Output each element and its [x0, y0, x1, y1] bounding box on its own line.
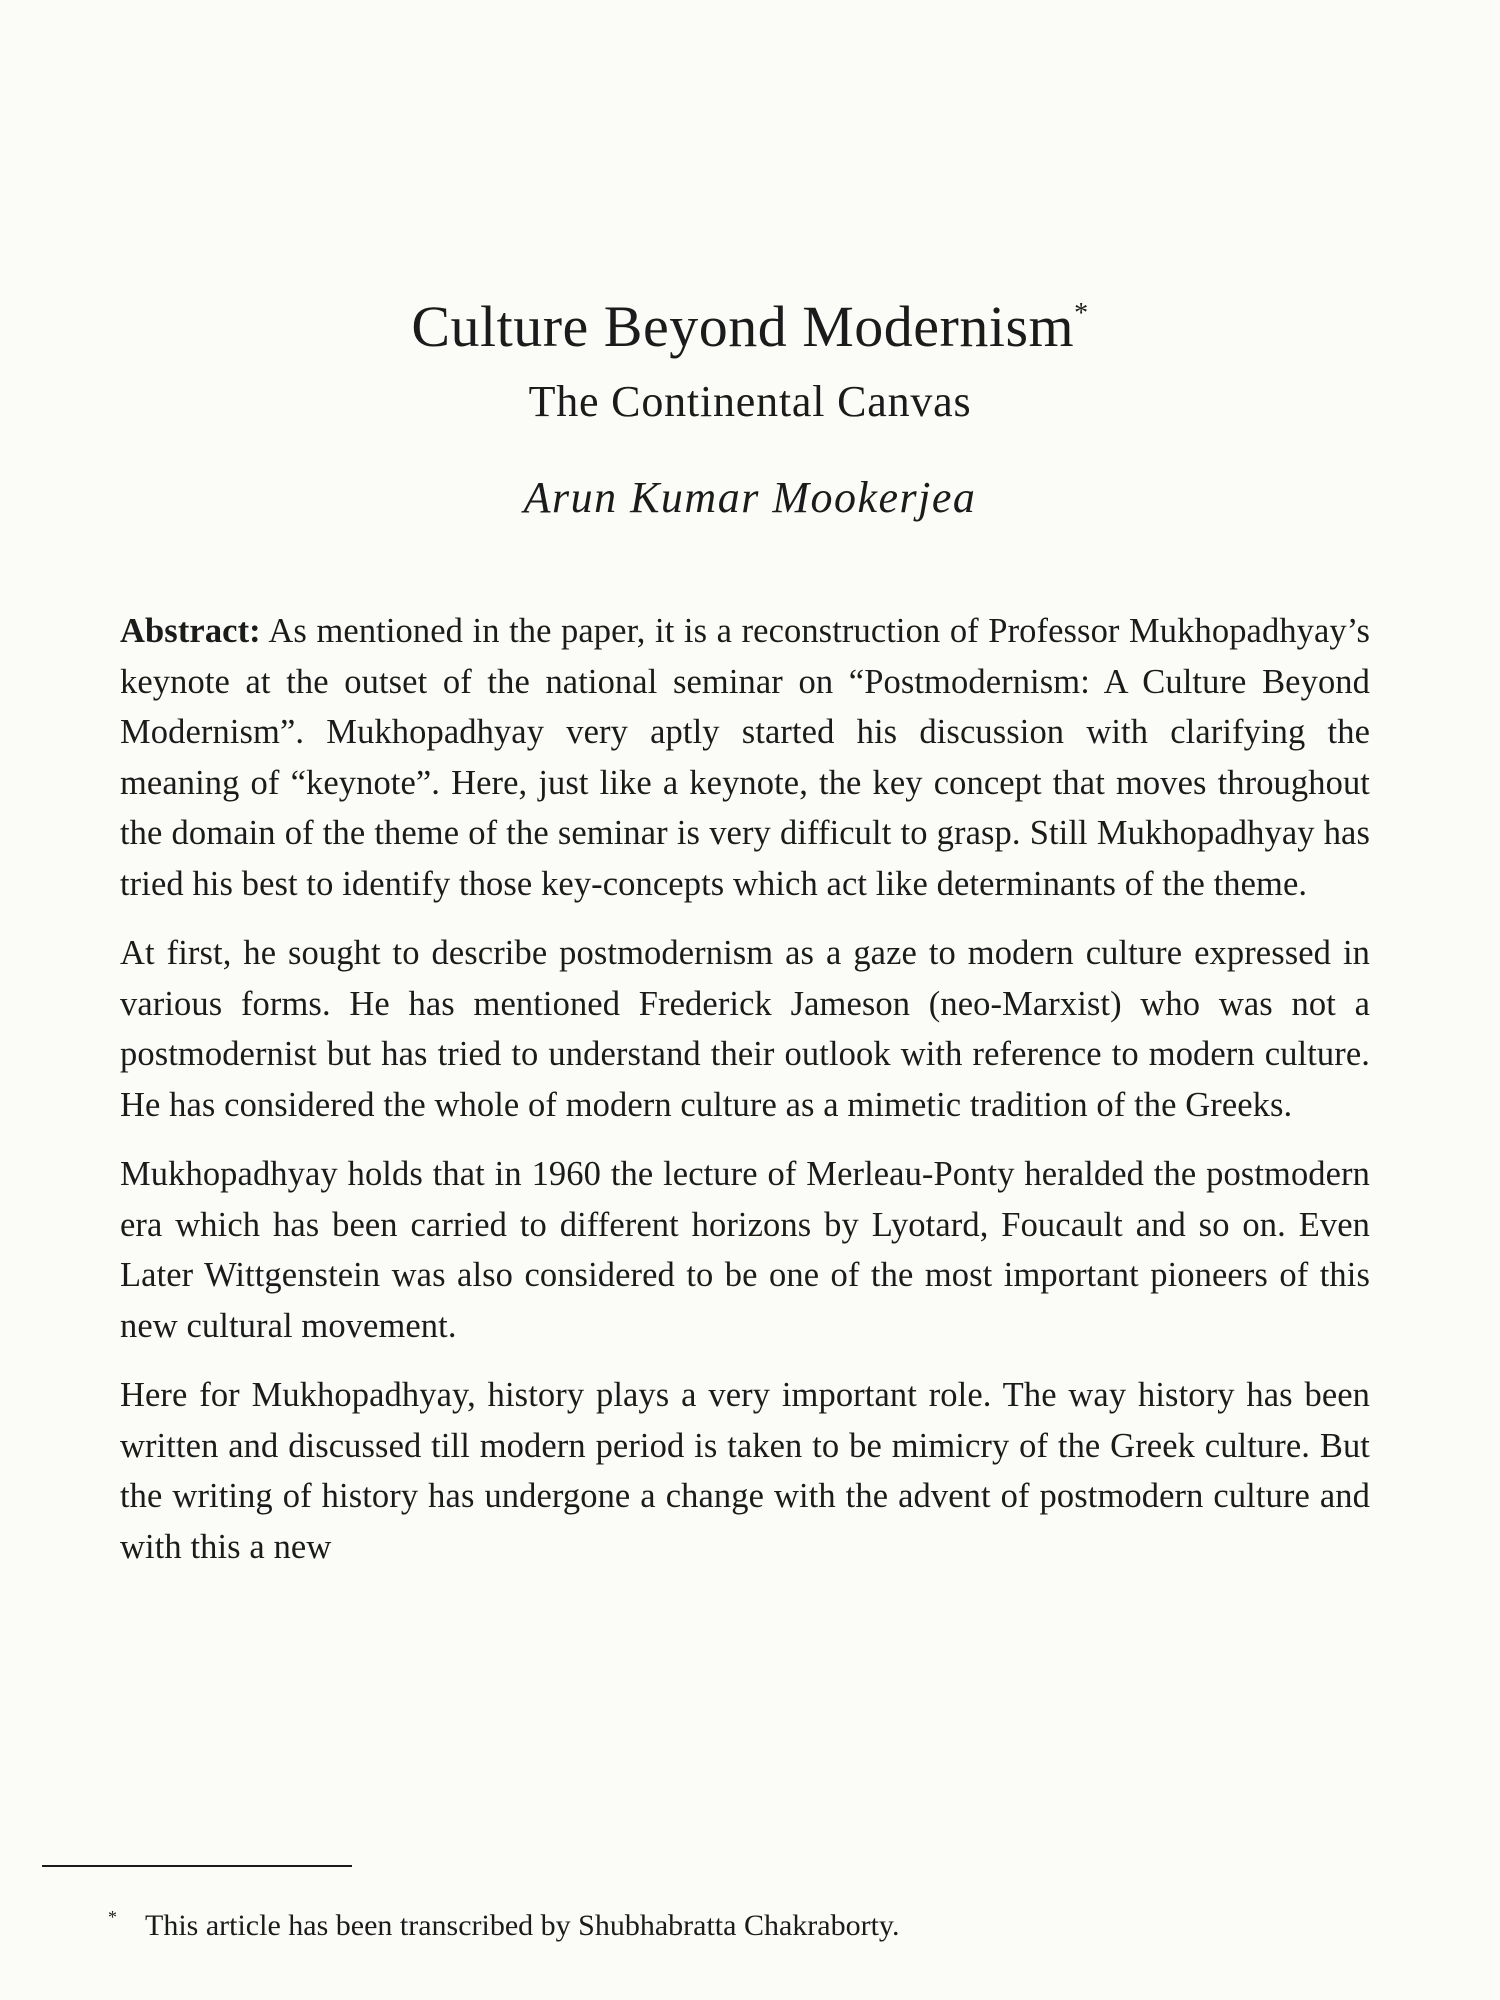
body-text — [120, 606, 1370, 1591]
abstract-paragraph — [120, 606, 1370, 909]
paper-title-text: Culture Beyond Modernism — [411, 294, 1075, 359]
footnote-divider — [42, 1865, 352, 1867]
paper-title — [0, 292, 1500, 362]
paper-subtitle: The Continental Canvas — [528, 377, 972, 426]
footnote-marker: * — [108, 1907, 117, 1927]
author-name: Arun Kumar Mookerjea — [523, 473, 977, 522]
footnote — [108, 1898, 899, 1945]
body-paragraph-1: At first, he sought to describe postmodernism as a gaze to modern culture expressed in various forms. He has mentioned Frederick Jameson (neo-Marxist) who was not a postmodernist but has tried to understand their outlook with reference to modern culture. He has considered the whole of modern culture as a mimetic tradition of the Greeks. — [120, 934, 1370, 1124]
footnote-text: This article has been transcribed by Shubhabratta Chakraborty. — [145, 1909, 900, 1942]
abstract-label: Abstract: — [120, 612, 261, 650]
title-footnote-marker: * — [1074, 298, 1089, 329]
body-paragraph-2: Mukhopadhyay holds that in 1960 the lecture of Merleau-Ponty heralded the postmodern era which has been carried to different horizons by Lyotard, Foucault and so on. Even Later Wittgenstein was also considered to be one of the most important pioneers of this new cultural movement. — [120, 1155, 1370, 1345]
title-block — [0, 292, 1500, 526]
abstract-text: As mentioned in the paper, it is a reconstruction of Professor Mukhopadhyay’s keynote at the outset of the national seminar on “Postmodernism: A Culture Beyond Modernism”. Mukhopadhyay very aptly started his discussion with clarifying the meaning of “keynote”. Here, just like a keynote, the key concept that moves throughout the domain of the theme of the seminar is very difficult to grasp. Still Mukhopadhyay has tried his best to identify those key-concepts which act like determinants of the theme. — [120, 612, 1370, 903]
body-paragraph-3: Here for Mukhopadhyay, history plays a very important role. The way history has been written and discussed till modern period is taken to be mimicry of the Greek culture. But the writing of history has undergone a change with the advent of postmodern culture and with this a new — [120, 1376, 1370, 1566]
